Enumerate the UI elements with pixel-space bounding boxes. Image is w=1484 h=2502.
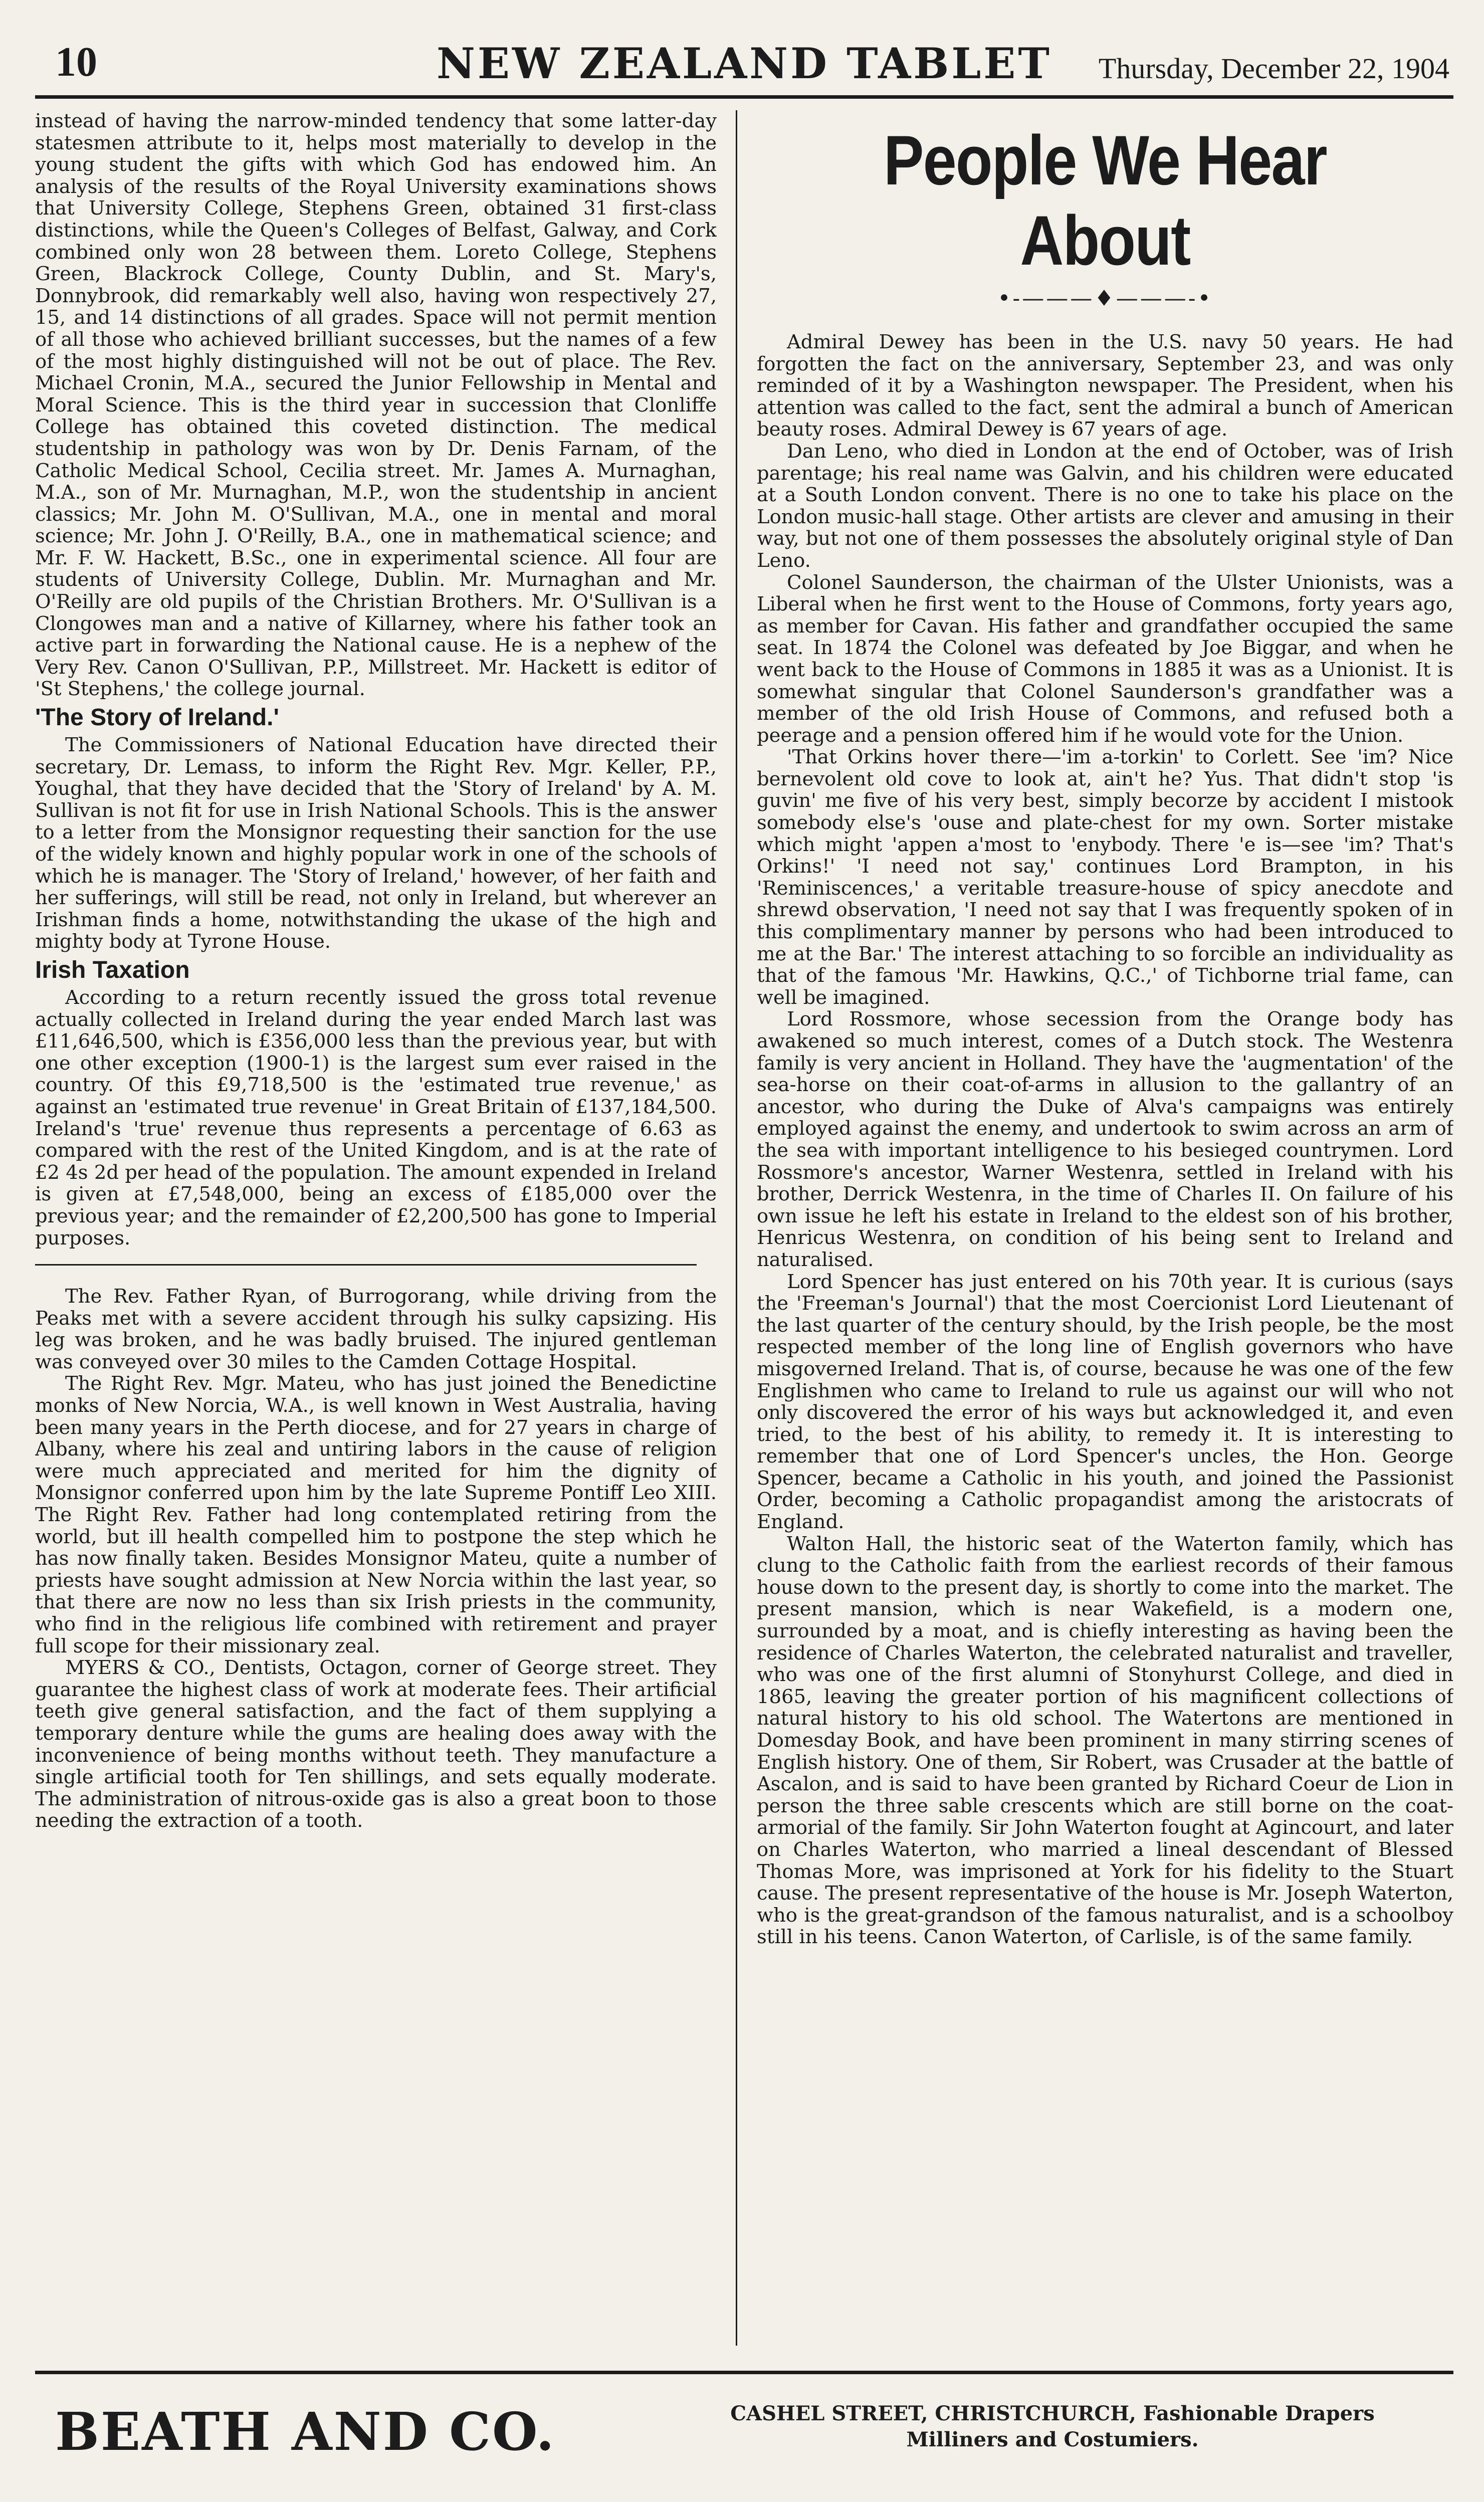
- ornament-divider: •-———♦———-•: [997, 286, 1213, 311]
- masthead: [35, 25, 1453, 99]
- spencer-paragraph: Lord Spencer has just entered on his 70th year. It is curious (says the 'Freeman's Journal') that the most Coercionist Lord Lieutenant of the last quarter of the century should, by the Irish people, be the most respected member of the long line of English governors who have misgoverned Ireland. That is, of course, because he was one of the few Englishmen who came to Ireland to rule us against our will who not only discovered the error of his ways but acknowledged it, and even tried, to the best of his ability, to remedy it. It is interesting to remember that one of Lord Spencer's uncles, the Hon. George Spencer, became a Catholic in his youth, and joined the Passionist Order, becoming a Catholic propagandist among the aristocrats of England.: [757, 1270, 1453, 1534]
- dewey-paragraph: Admiral Dewey has been in the U.S. navy 50 years. He had forgotten the fact on the anniversary, September 23, and was only reminded of it by a Washington newspaper. The President, when his attention was called to the fact, sent the admiral a bunch of American beauty roses. Admiral Dewey is 67 years of age.: [757, 331, 1453, 441]
- column-divider: [736, 110, 737, 2346]
- intro-paragraph: instead of having the narrow-minded tendency that some latter-day statesmen attribute to it, helps most materially to develop in the young student the gifts with which God has endowed him. An analysis of the results of the Royal University examinations shows that University College, Stephens Green, obtained 31 first-class distinctions, while the Queen's Colleges of Belfast, Galway, and Cork combined only won 28 between them. Loreto College, Stephens Green, Blackrock College, County Dublin, and St. Mary's, Donnybrook, did remarkably well also, having won respectively 27, 15, and 14 distinctions of all grades. Space will not permit mention of all those who achieved brilliant successes, but the names of a few of the most highly distinguished will not be out of place. The Rev. Michael Cronin, M.A., secured the Junior Fellowship in Mental and Moral Science. This is the third year in succession that Clonliffe College has obtained this coveted distinction. The medical studentship in pathology was won by Dr. Denis Farnam, of the Catholic Medical School, Cecilia street. Mr. James A. Murnaghan, M.A., son of Mr. Murnaghan, M.P., won the studentship in ancient classics; Mr. John M. O'Sullivan, M.A., one in mental and moral science; Mr. John J. O'Reilly, B.A., one in mathematical science; and Mr. F. W. Hackett, B.Sc., one in experimental science. All four are students of University College, Dublin. Mr. Murnaghan and Mr. O'Reilly are old pupils of the Christian Brothers. Mr. O'Sullivan is a Clongowes man and a native of Killarney, where his father took an active part in forwarding the National cause. He is a nephew of the Very Rev. Canon O'Sullivan, P.P., Millstreet. Mr. Hackett is editor of 'St Stephens,' the college journal.: [35, 110, 717, 701]
- advertiser-details: [652, 2401, 1453, 2453]
- dan-leno-paragraph: Dan Leno, who died in London at the end of October, was of Irish parentage; his real name was Galvin, and his children were educated at a South London convent. There is no one to take his place on the London music-hall stage. Other artists are clever and amusing in their way, but not one of them possesses the absolutely original style of Dan Leno.: [757, 440, 1453, 572]
- right-column: [757, 110, 1453, 2356]
- story-of-ireland-paragraph: The Commissioners of National Education have directed their secretary, Dr. Lemass, to inform the Right Rev. Mgr. Keller, P.P., Youghal, that they have decided that the 'Story of Ireland' by A. M. Sullivan is not fit for use in Irish National Schools. This is the answer to a letter from the Monsignor requesting their sanction for the use of the widely known and highly popular work in one of the schools of which he is manager. The 'Story of Ireland,' however, of her faith and her sufferings, will still be read, not only in Ireland, but wherever an Irishman finds a home, notwithstanding the ukase of the high and mighty body at Tyrone House.: [35, 734, 717, 953]
- irish-taxation-paragraph: According to a return recently issued the gross total revenue actually collected in Ireland during the year ended March last was £11,646,500, which is £356,000 less than the previous year, but with one other exception (1900-1) is the largest sum ever raised in the country. Of this £9,718,500 is the 'estimated true revenue,' as against an 'estimated true revenue' in Great Britain of £137,184,500. Ireland's 'true' revenue thus represents a percentage of 6.63 as compared with the rest of the United Kingdom, and is at the rate of £2 4s 2d per head of the population. The amount expended in Ireland is given at £7,548,000, being an excess of £185,000 over the previous year; and the remainder of £2,200,500 has gone to Imperial purposes.: [35, 986, 717, 1249]
- irish-taxation-heading: Irish Taxation: [35, 956, 190, 983]
- rossmore-paragraph: Lord Rossmore, whose secession from the Orange body has awakened so much interest, comes of a Dutch stock. The Westenra family is very ancient in Holland. They have the 'augmentation' of the sea-horse on their coat-of-arms in allusion to the gallantry of an ancestor, who during the Duke of Alva's campaigns was entirely employed against the enemy, and undertook to swim across an arm of the sea with important intelligence to his besieged countrymen. Lord Rossmore's ancestor, Warner Westenra, settled in Ireland with his brother, Derrick Westenra, in the time of Charles II. On failure of his own issue he left his estate in Ireland to the eldest son of his brother, Henricus Westenra, on condition of his being sent to Ireland and naturalised.: [757, 1008, 1453, 1271]
- page-number: 10: [55, 39, 97, 85]
- advertiser-brand: BEATH AND CO.: [55, 2401, 556, 2462]
- walton-hall-paragraph: Walton Hall, the historic seat of the Waterton family, which has clung to the Catholic faith from the earliest records of their famous house down to the present day, is shortly to come into the market. The present mansion, which is near Wakefield, is a modern one, surrounded by a moat, and is chiefly interesting as having been the residence of Charles Waterton, the celebrated naturalist and traveller, who was one of the first alumni of Stonyhurst College, and died in 1865, leaving the greater portion of his magnificent collections of natural history to his old school. The Watertons are mentioned in Domesday Book, and have been prominent in many stirring scenes of English history. One of them, Sir Robert, was Crusader at the battle of Ascalon, and is said to have been granted by Richard Coeur de Lion in person the three sable crescents which are still borne on the coat-armorial of the family. Sir John Waterton fought at Agincourt, and later on Charles Waterton, who married a lineal descendant of Blessed Thomas More, was imprisoned at York for his fidelity to the Stuart cause. The present representative of the house is Mr. Joseph Waterton, who is the great-grandson of the famous naturalist, and is a schoolboy still in his teens. Canon Waterton, of Carlisle, is of the same family.: [757, 1532, 1453, 1949]
- story-of-ireland-heading: 'The Story of Ireland.': [35, 704, 279, 731]
- newspaper-title: NEW ZEALAND TABLET: [437, 39, 1052, 88]
- saunderson-paragraph: Colonel Saunderson, the chairman of the Ulster Unionists, was a Liberal when he first went to the House of Commons, forty years ago, as member for Cavan. His father and grandfather occupied the same seat. In 1874 the Colonel was defeated by Joe Biggar, and when he went back to the House of Commons in 1885 it was as a Unionist. It is somewhat singular that Colonel Saunderson's grandfather was a member of the old Irish House of Commons, and refused both a peerage and a pension offered him if he would vote for the Union.: [757, 571, 1453, 747]
- mgr-mateu-paragraph: The Right Rev. Mgr. Mateu, who has just joined the Benedictine monks of New Norcia, W.A., is well known in West Australia, having been many years in the Perth diocese, and for 27 years in charge of Albany, where his zeal and untiring labors in the cause of religion were much appreciated and merited for him the dignity of Monsignor conferred upon him by the late Supreme Pontiff Leo XIII. The Right Rev. Father had long contemplated retiring from the world, but ill health compelled him to postpone the step which he has now finally taken. Besides Monsignor Mateu, quite a number of priests have sought admission at New Norcia within the last year, so that there are now no less than six Irish priests in the community, who find in the religious life combined with retirement and prayer full scope for their missionary zeal.: [35, 1372, 717, 1657]
- issue-date: Thursday, December 22, 1904: [1098, 52, 1449, 85]
- father-ryan-paragraph: The Rev. Father Ryan, of Burrogorang, while driving from the Peaks met with a severe accident through his sulky capsizing. His leg was broken, and he was badly bruised. The injured gentleman was conveyed over 30 miles to the Camden Cottage Hospital.: [35, 1285, 717, 1373]
- advertiser-trades: Milliners and Costumiers.: [906, 2428, 1199, 2451]
- left-column: [35, 110, 717, 2356]
- section-rule: [35, 1264, 697, 1266]
- advertiser-address: CASHEL STREET, CHRISTCHURCH, Fashionable Drapers: [730, 2402, 1375, 2425]
- feature-title: People We Hear About: [884, 121, 1327, 280]
- footer-rule: [35, 2371, 1453, 2374]
- orkins-paragraph: 'That Orkins hover there—'im a-torkin' to Corlett. See 'im? Nice bernevolent old cove to look at, ain't he? Yus. That didn't stop 'is guvin' me five of his very best, simply becorze by accident I mistook somebody else's 'ouse and plate-chest for my own. Sorter mistake which might 'appen a'most to 'enybody. There 'e is—see 'im? That's Orkins!' 'I need not say,' continues Lord Brampton, in his 'Reminiscences,' a veritable treasure-house of spicy anecdote and shrewd observation, 'I need not say that I was frequently spoken of in this complimentary manner by persons who had been introduced to me at the Bar.' The interest attaching to so forcible an individuality as that of the famous 'Mr. Hawkins, Q.C.,' of Tichborne trial fame, can well be imagined.: [757, 746, 1453, 1009]
- myers-dentists-paragraph: MYERS & CO., Dentists, Octagon, corner of George street. They guarantee the highest class of work at moderate fees. Their artificial teeth give general satisfaction, and the fact of them supplying a temporary denture while the gums are healing does away with the inconvenience of being months without teeth. They manufacture a single artificial tooth for Ten shillings, and sets equally moderate. The administration of nitrous-oxide gas is also a great boon to those needing the extraction of a tooth.: [35, 1656, 717, 1832]
